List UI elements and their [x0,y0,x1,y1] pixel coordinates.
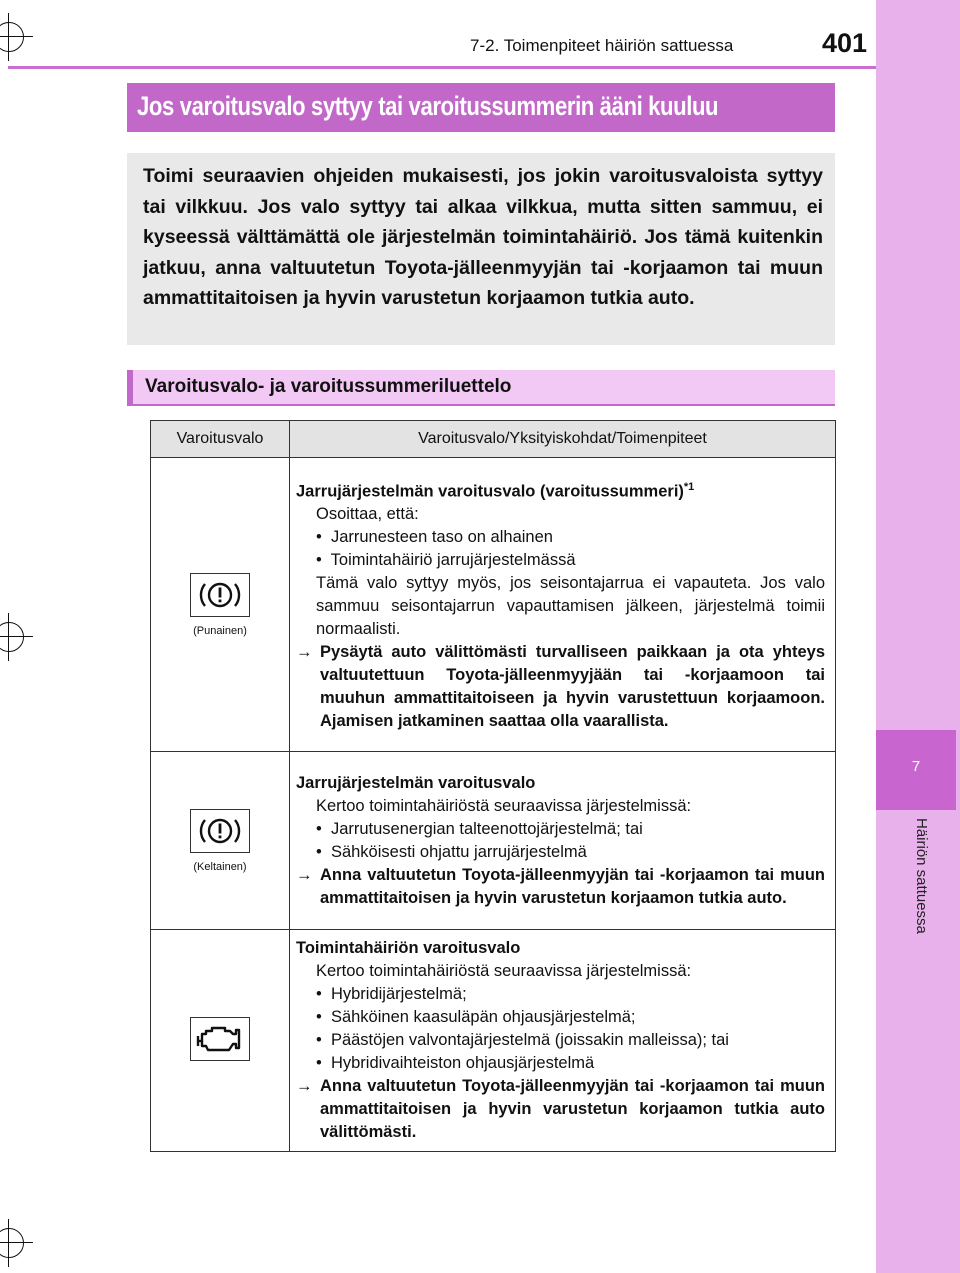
description-cell [290,752,836,930]
column-header: Varoitusvalo [151,421,290,458]
light-note: Tämä valo syttyy myös, jos seisontajarrua ei vapauteta. Jos valo sammuu seisontajarrun vapauttamisen jälkeen, järjestelmä toimii normaalisti. [316,574,825,639]
side-tab [876,0,960,1273]
subheading-bar [127,370,835,404]
page-title: Jos varoitusvalo syttyy tai varoitussummerin ääni kuuluu [137,91,719,121]
list-item: • Jarrunesteen taso on alhainen [316,528,553,547]
arrow-icon: → [296,865,313,884]
footnote-marker: *1 [683,480,695,493]
chapter-number: 7 [911,758,921,775]
list-item: • Jarrutusenergian talteenottojärjestelmä; tai [316,819,643,838]
registration-mark [0,22,24,52]
action-text: → Pysäytä auto välittömästi turvalliseen paikkaan ja ota yhteys valtuutettuun Toyota-jälleenmyyjään tai -korjaamoon tai muuhun ammattitaitoiseen ja hyvin varustettuun korjaamoon. Ajamisen jatkaminen saattaa olla vaarallista. [296,643,825,731]
icon-cell [151,752,290,930]
registration-mark [0,622,24,652]
icon-caption: (Keltainen) [193,860,247,873]
list-item: • Päästöjen valvontajärjestelmä (joissakin malleissa); tai [316,1031,729,1049]
warning-light-table [150,420,836,1152]
intro-box [127,153,835,345]
list-item: • Hybridijärjestelmä; [316,985,467,1003]
description-cell [290,930,836,1152]
description-cell [290,458,836,752]
light-intro: Osoittaa, että: [316,505,419,524]
column-header: Varoitusvalo/Yksityiskohdat/Toimenpiteet [290,421,836,458]
header-rule [8,66,876,69]
arrow-icon: → [296,1077,313,1095]
light-intro: Kertoo toimintahäiriöstä seuraavissa järjestelmissä: [316,962,692,980]
light-intro: Kertoo toimintahäiriöstä seuraavissa järjestelmissä: [316,796,692,815]
intro-text: Toimi seuraavien ohjeiden mukaisesti, jos jokin varoitusvaloista syttyy tai vilkkuu. Jos valo syttyy tai alkaa vilkkua, mutta sitten sammuu, ei kyseessä välttämättä ole järjestelmän toimintahäiriö. Jos tämä kuitenkin jatkuu, anna valtuutetun Toyota-jälleenmyyjän tai -korjaamon tai muun ammattitaitoisen ja hyvin varustetun korjaamon tutkia auto. [143,165,823,309]
subheading: Varoitusvalo- ja varoitussummeriluettelo [145,376,512,397]
list-item: • Toimintahäiriö jarrujärjestelmässä [316,551,576,570]
table-header-row [151,421,836,458]
action-text: → Anna valtuutetun Toyota-jälleenmyyjän tai -korjaamon tai muun ammattitaitoisen ja hyvin varustetun korjaamon tutkia auto välittömästi. [296,1077,825,1141]
list-item: • Hybridivaihteiston ohjausjärjestelmä [316,1054,595,1072]
page-number: 401 [822,28,868,58]
table-row [151,930,836,1152]
brake-warning-icon [190,809,250,853]
chapter-number-box [876,730,956,810]
icon-caption: (Punainen) [193,624,247,637]
subheading-rule [127,404,835,406]
icon-cell [151,458,290,752]
list-item: • Sähköisesti ohjattu jarrujärjestelmä [316,842,587,861]
light-title: Toimintahäiriön varoitusvalo [296,939,521,957]
icon-cell [151,930,290,1152]
light-title: Jarrujärjestelmän varoitusvalo [296,773,536,792]
list-item: • Sähköinen kaasuläpän ohjausjärjestelmä; [316,1008,636,1026]
registration-mark [0,1228,24,1258]
brake-warning-icon [190,573,250,617]
action-text: → Anna valtuutetun Toyota-jälleenmyyjän tai -korjaamon tai muun ammattitaitoisen ja hyvin varustetun korjaamon tutkia auto. [296,865,825,907]
table-row [151,752,836,930]
engine-malfunction-icon [190,1017,250,1061]
light-title: Jarrujärjestelmän varoitusvalo (varoitussummeri)$^{*1}$ [296,480,695,501]
title-bar [127,83,835,132]
section-header: 7-2. Toimenpiteet häiriön sattuessa [470,36,734,55]
chapter-label: Häiriön sattuessa [913,818,930,934]
arrow-icon: → [296,643,313,662]
table-row [151,458,836,752]
